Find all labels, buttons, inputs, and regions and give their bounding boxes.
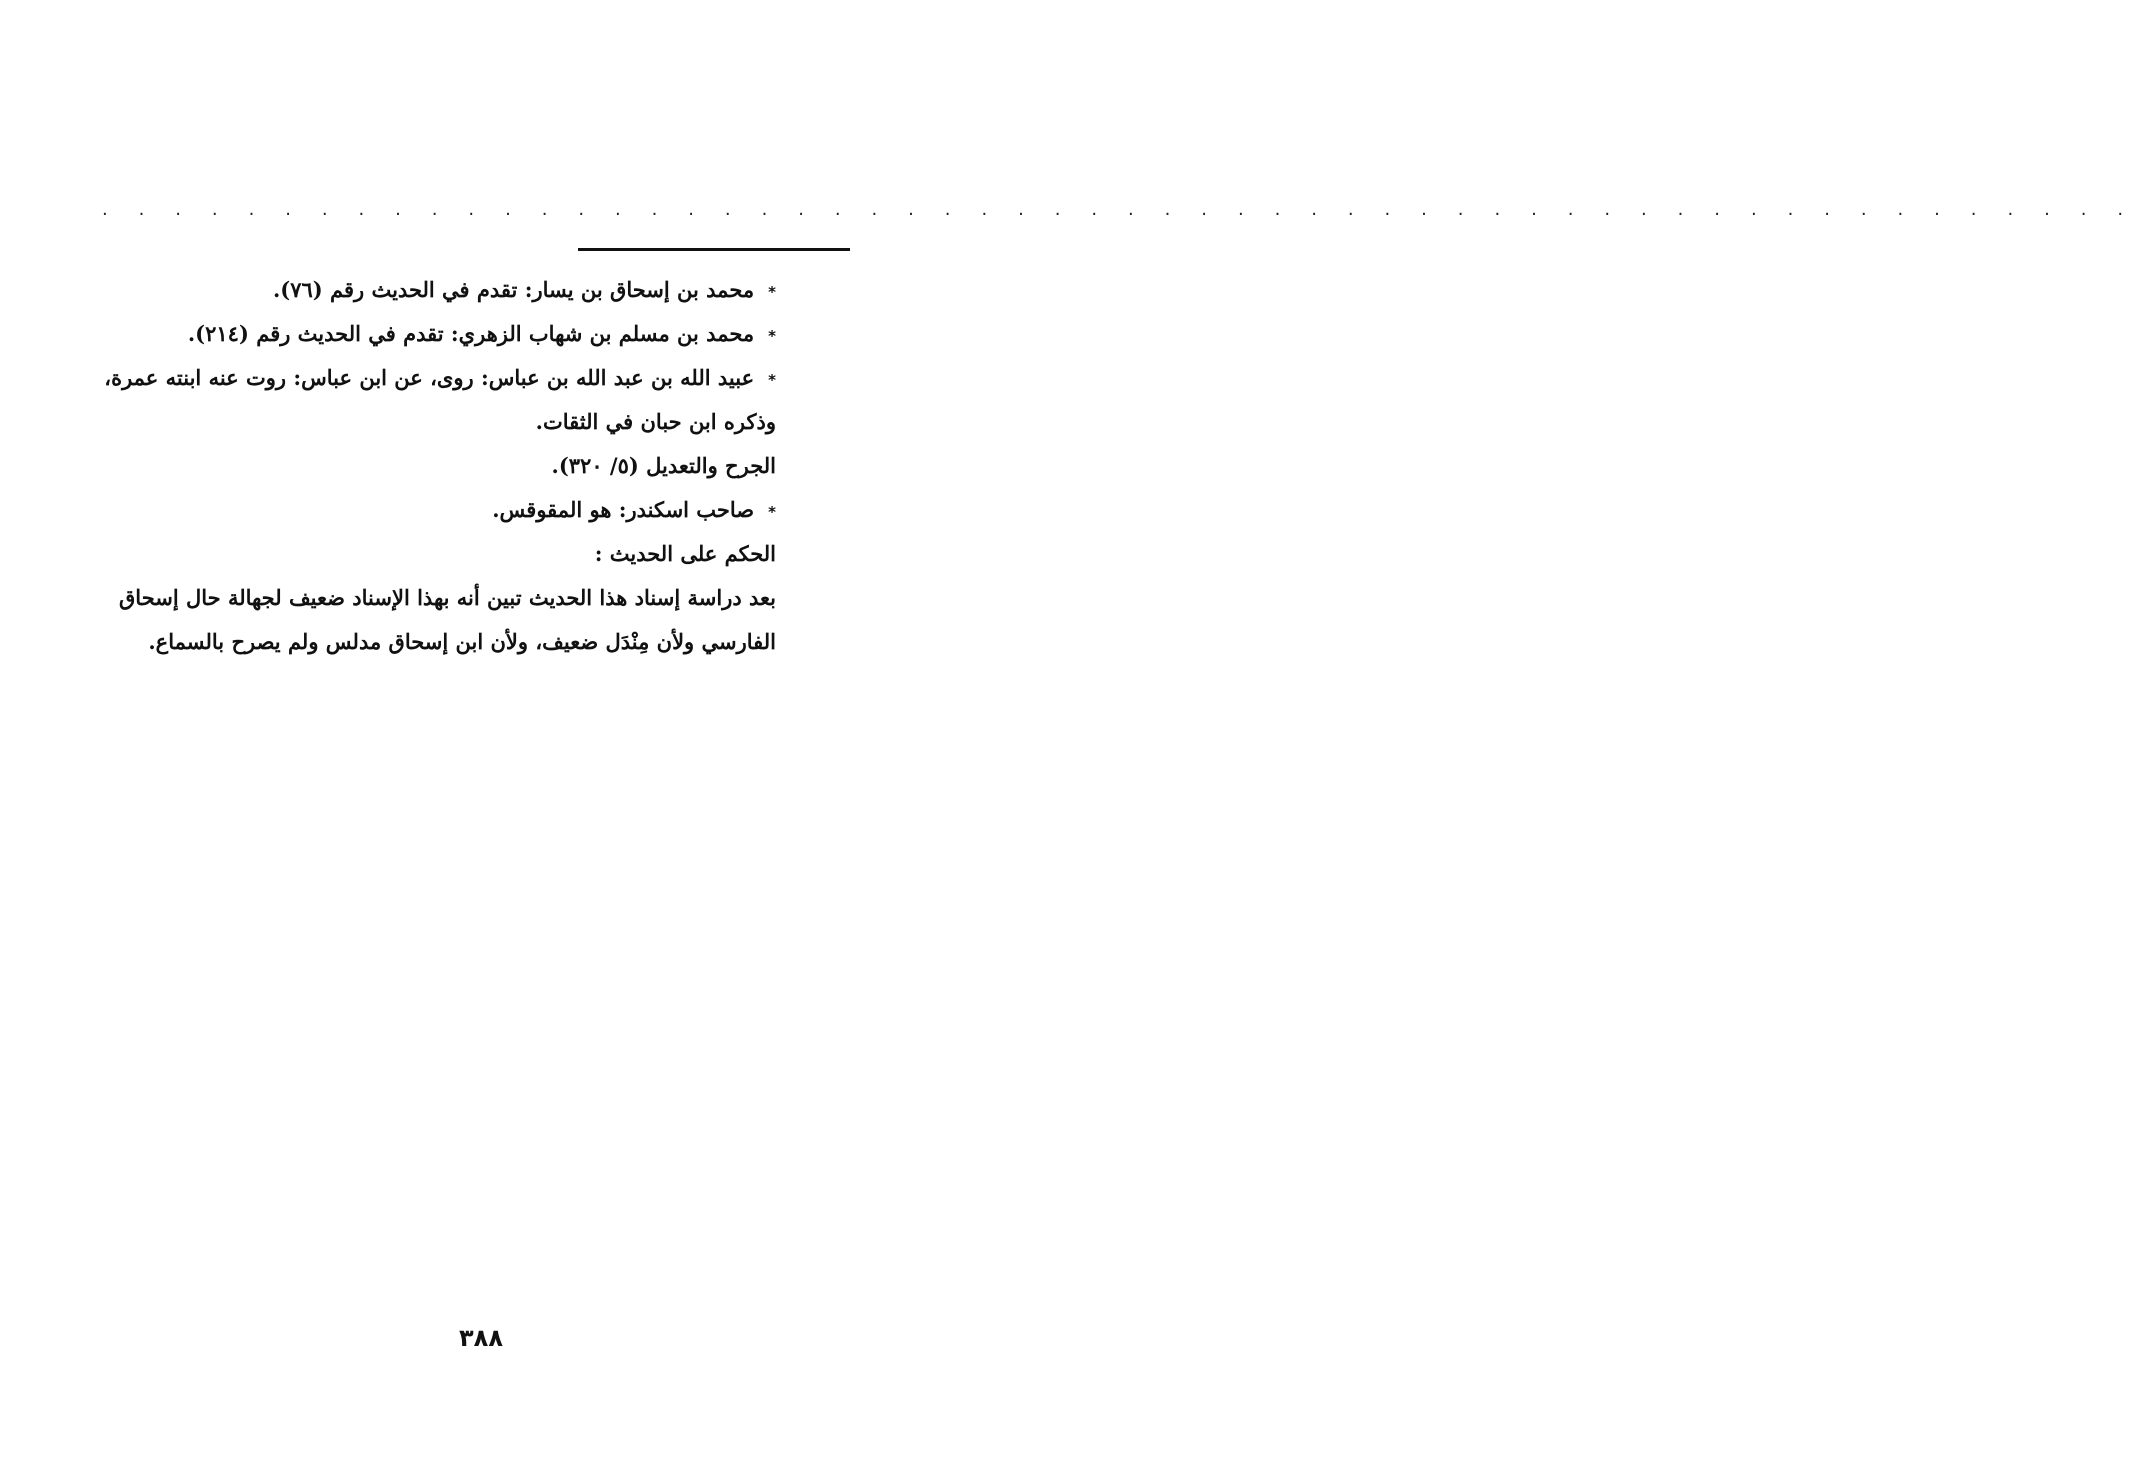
entry-text: محمد بن مسلم بن شهاب الزهري: تقدم في الحديث رقم (٢١٤). xyxy=(187,321,755,346)
entry-text: عبيد الله بن عبد الله بن عباس: روى، عن ابن عباس: روت عنه ابنته عمرة، xyxy=(104,365,755,390)
entry-line xyxy=(100,356,776,400)
page-number: ٣٨٨ xyxy=(459,1324,503,1352)
entry-line xyxy=(100,268,776,312)
footnote-rule xyxy=(578,248,850,251)
entry-text: محمد بن إسحاق بن يسار: تقدم في الحديث رقم (٧٦). xyxy=(272,277,755,302)
entry-text: صاحب اسكندر: هو المقوقس. xyxy=(492,497,755,522)
bullet-star: * xyxy=(768,283,776,301)
entry-line xyxy=(100,312,776,356)
bullet-star: * xyxy=(768,371,776,389)
ruling-paragraph-line: الفارسي ولأن مِنْدَل ضعيف، ولأن ابن إسحاق مدلس ولم يصرح بالسماع. xyxy=(148,629,776,654)
entry-line xyxy=(100,488,776,532)
entry-reference: الجرح والتعديل (٥/ ٣٢٠). xyxy=(551,453,776,478)
bullet-star: * xyxy=(768,503,776,521)
page-body xyxy=(100,268,776,664)
ruling-heading: الحكم على الحديث : xyxy=(594,541,776,566)
bullet-star: * xyxy=(768,327,776,345)
ruling-paragraph-line: بعد دراسة إسناد هذا الحديث تبين أنه بهذا الإسناد ضعيف لجهالة حال إسحاق xyxy=(119,585,776,610)
dotted-separator: . . . . . . . . . . . . . . . . . . . . . . . . . . . . . . . . . . . . . . . . . . . . . . . . . . . . . . . . xyxy=(102,199,2136,220)
entry-continuation: وذكره ابن حبان في الثقات. xyxy=(535,409,776,434)
